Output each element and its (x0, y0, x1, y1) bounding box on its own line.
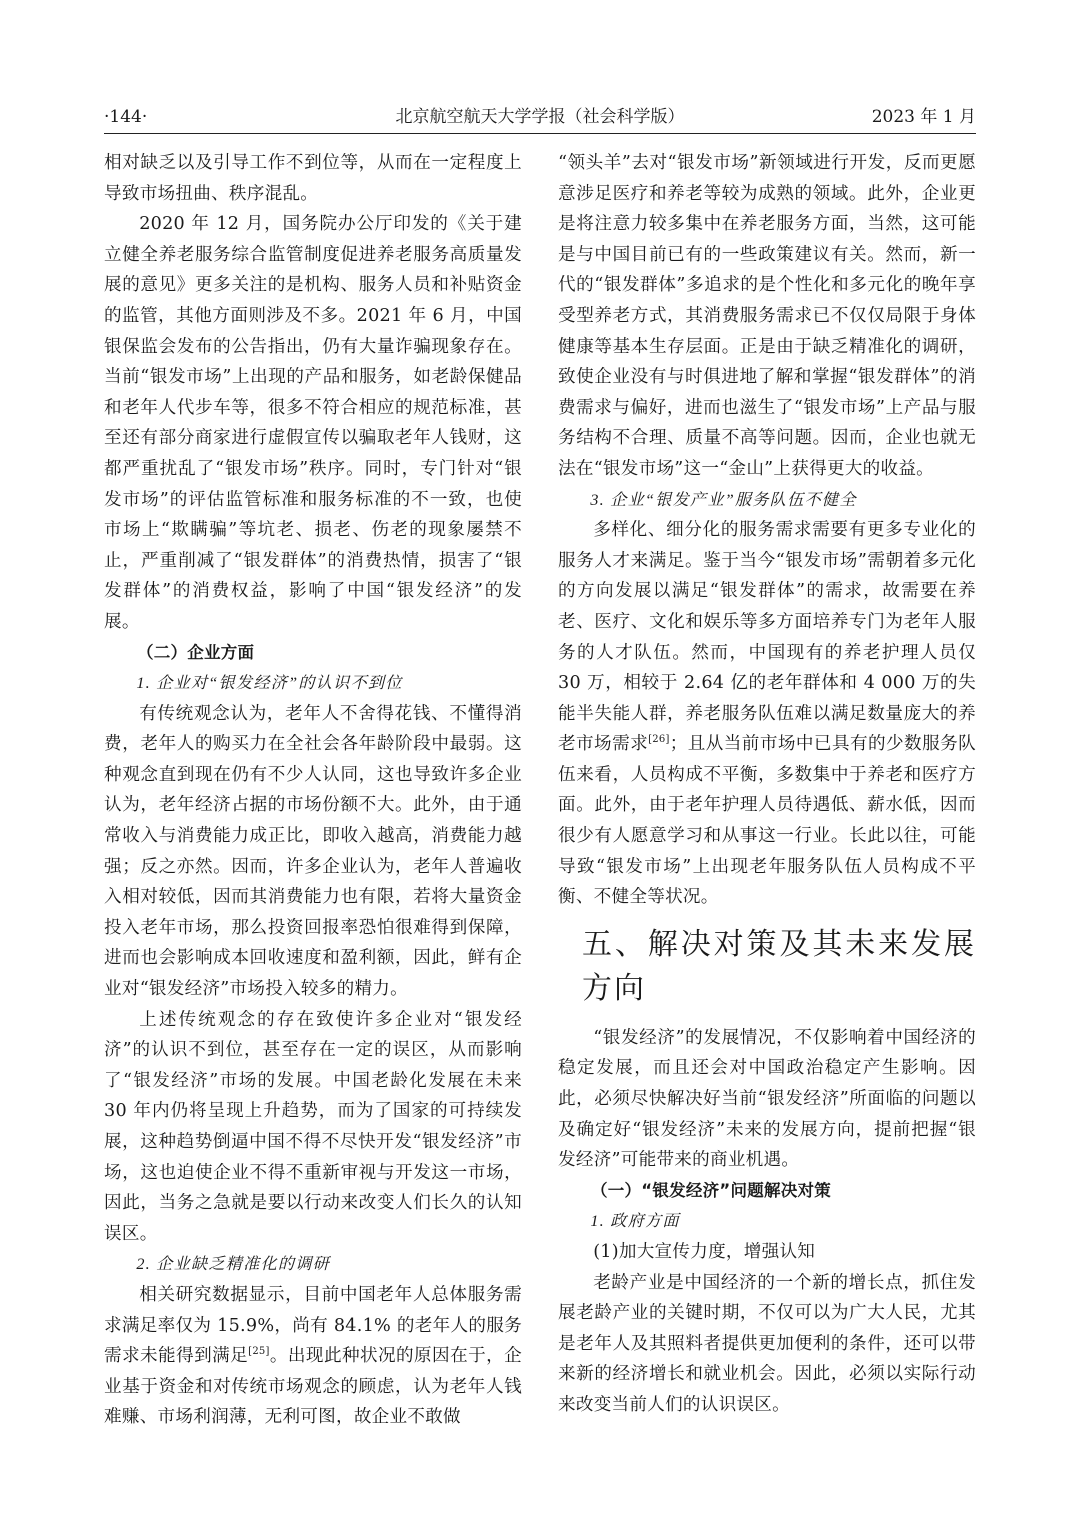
subsection-heading: （二）企业方面 (137, 642, 255, 662)
paragraph-text: “领头羊”去对“银发市场”新领域进行开发，反而更愿意涉足医疗和养老等较为成熟的领域。此外，企业更是将注意力较多集中在养老服务方面，当然，这可能是与中国目前已有的一些政策建议有关。然而，新一代的“银发群体”多追求的是个性化和多元化的晚年享受型养老方式，其消费服务需求已不仅仅局限于身体健康等基本生存层面。正是由于缺乏精准化的调研，致使企业没有与时俱进地了解和掌握“银发群体”的消费需求与偏好，进而也滋生了“银发市场”上产品与服务结构不合理、质量不高等问题。因而，企业也就无法在“银发市场”这一“金山”上获得更大的收益。 (558, 153, 976, 479)
citation-ref: [25] (248, 1346, 270, 1358)
body-paragraph (558, 515, 976, 913)
body-paragraph (558, 1237, 976, 1268)
paragraph-text-continued: 。出现此种状况的原因在于，企业基于资金和对传统市场观念的顾虑，认为老年人钱难赚、市场利润薄，无利可图，故企业不敢做 (104, 1346, 522, 1428)
citation-ref: [26] (648, 734, 670, 746)
issue-date: 2023 年 1 月 (871, 107, 976, 127)
header-rule (104, 133, 976, 134)
subsection-heading: （一）“银发经济”问题解决对策 (591, 1180, 831, 1200)
journal-title: 北京航空航天大学学报（社会科学版） (395, 107, 685, 127)
sub-subsection-heading: 3. 企业“银发产业”服务队伍不健全 (590, 490, 857, 509)
paragraph-text: 多样化、细分化的服务需求需要有更多专业化的服务人才来满足。鉴于当今“银发市场”需朝着多元化的方向发展以满足“银发群体”的需求，故需要在养老、医疗、文化和娱乐等多方面培养专门为老年人服务的人才队伍。然而，中国现有的养老护理人员仅 30 万，相较于 2.64 亿的老年群体和 4 000 万的失能半失能人群，养老服务队伍难以满足数量庞大的养老市场需求 (558, 520, 976, 755)
paragraph-text: 相对缺乏以及引导工作不到位等，从而在一定程度上导致市场扭曲、秩序混乱。 (104, 153, 522, 204)
right-column (558, 148, 976, 1421)
section-heading: 五、解决对策及其未来发展方向 (582, 926, 976, 1006)
body-paragraph (558, 148, 976, 485)
page-number: ·144· (104, 107, 148, 127)
body-paragraph (104, 1280, 522, 1433)
paragraph-text: 2020 年 12 月，国务院办公厅印发的《关于建立健全养老服务综合监管制度促进养老服务高质量发展的意见》更多关注的是机构、服务人员和补贴资金的监管，其他方面则涉及不多。2021 年 6 月，中国银保监会发布的公告指出，仍有大量诈骗现象存在。当前“银发市场”上出现的产品和服务，如老龄保健品和老年人代步车等，很多不符合相应的规范标准，甚至还有部分商家进行虚假宣传以骗取老年人钱财，这都严重扰乱了“银发市场”秩序。同时，专门针对“银发市场”的评估监管标准和服务标准的不一致，也使市场上“欺瞒骗”等坑老、损老、伤老的现象屡禁不止，严重削减了“银发群体”的消费热情，损害了“银发群体”的消费权益，影响了中国“银发经济”的发展。 (104, 214, 522, 632)
sub-subsection-heading: 2. 企业缺乏精准化的调研 (136, 1255, 331, 1274)
paragraph-text: 老龄产业是中国经济的一个新的增长点，抓住发展老龄产业的关键时期，不仅可以为广大人民，尤其是老年人及其照料者提供更加便利的条件，还可以带来新的经济增长和就业机会。因此，必须以实际行动来改变当前人们的认识误区。 (558, 1272, 976, 1415)
body-paragraph (104, 209, 522, 637)
sub-subsection-heading: 1. 政府方面 (590, 1212, 680, 1231)
left-column (104, 148, 522, 1433)
paragraph-text: 上述传统观念的存在致使许多企业对“银发经济”的认识不到位，甚至存在一定的误区，从而影响了“银发经济”市场的发展。中国老龄化发展在未来 30 年内仍将呈现上升趋势，而为了国家的可持续发展，这种趋势倒逼中国不得不尽快开发“银发经济”市场，这也迫使企业不得不重新审视与开发这一市场，因此，当务之急就是要以行动来改变人们长久的认知误区。 (104, 1009, 522, 1244)
running-header (104, 104, 976, 134)
paragraph-text: 有传统观念认为，老年人不舍得花钱、不懂得消费，老年人的购买力在全社会各年龄阶段中最弱。这种观念直到现在仍有不少人认同，这也导致许多企业认为，老年经济占据的市场份额不大。此外，由于通常收入与消费能力成正比，即收入越高，消费能力越强；反之亦然。因而，许多企业认为，老年人普遍收入相对较低，因而其消费能力也有限，若将大量资金投入老年市场，那么投资回报率恐怕很难得到保障，进而也会影响成本回收速度和盈利额，因此，鲜有企业对“银发经济”市场投入较多的精力。 (104, 703, 522, 1000)
paragraph-text: “银发经济”的发展情况，不仅影响着中国经济的稳定发展，而且还会对中国政治稳定产生影响。因此，必须尽快解决好当前“银发经济”所面临的问题以及确定好“银发经济”未来的发展方向，提前把握“银发经济”可能带来的商业机遇。 (558, 1027, 976, 1171)
paragraph-text: 相关研究数据显示，目前中国老年人总体服务需求满足率仅为 15.9%，尚有 84.1% 的老年人的服务需求未能得到满足 (104, 1284, 522, 1367)
body-paragraph (104, 699, 522, 1005)
body-paragraph (104, 1005, 522, 1250)
sub-subsection-heading: 1. 企业对“银发经济”的认识不到位 (136, 674, 403, 693)
body-paragraph (558, 1268, 976, 1421)
paragraph-text: (1)加大宣传力度，增强认知 (593, 1242, 816, 1262)
paragraph-text-continued: ；且从当前市场中已具有的少数服务队伍来看，人员构成不平衡，多数集中于养老和医疗方面。此外，由于老年护理人员待遇低、薪水低，因而很少有人愿意学习和从事这一行业。长此以往，可能导致“银发市场”上出现老年服务队伍人员构成不平衡、不健全等状况。 (558, 734, 976, 908)
body-paragraph (104, 148, 522, 209)
body-paragraph (558, 1023, 976, 1176)
